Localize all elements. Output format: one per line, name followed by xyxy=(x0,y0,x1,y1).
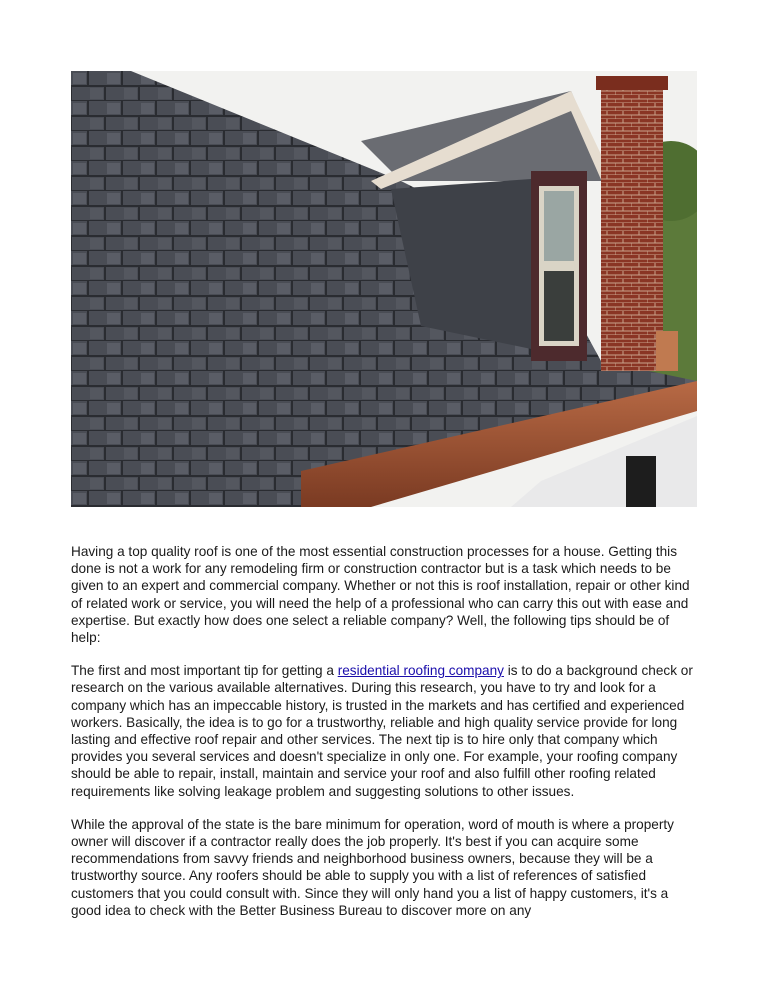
paragraph-intro: Having a top quality roof is one of the most essential construction processes for a house. Getting this done is not a work for any remodeling firm or construction contractor but is a task which needs to be given to an expert and commercial company. Whether or not this is roof installation, repair or other kind of related work or service, you will need the help of a professional who can carry this out with ease and expertise. But exactly how does one select a reliable company? Well, the following tips should be of help: xyxy=(71,544,690,646)
residential-roofing-link[interactable]: residential roofing company xyxy=(337,663,504,679)
article-body xyxy=(71,543,701,935)
paragraph-word-of-mouth: While the approval of the state is the bare minimum for operation, word of mouth is where a property owner will discover if a contractor really does the job properly. It's best if you can acquire some recommendations from savvy friends and neighborhood business owners, because they will be a trustworthy source. Any roofers should be able to supply you with a list of references of satisfied customers that you could consult with. Since they will only hand you a list of happy customers, it's a good idea to check with the Better Business Bureau to discover more on any xyxy=(71,816,674,918)
roof-photo xyxy=(71,71,697,507)
paragraph-tips-rest: is to do a background check or research on the various available alternatives. During this research, you have to try and look for a company which has an impeccable history, is trusted in the markets and has certified and experienced workers. Basically, the idea is to go for a trustworthy, reliable and high quality service provide for long lasting and effective roof repair and other services. The next tip is to hire only that company which provides you several services and doesn't specialize in only one. For example, your roofing company should be able to repair, install, maintain and service your roof and also fulfill other roofing related requirements like solving leakage problem and suggesting solutions to other issues. xyxy=(71,663,693,799)
paragraph-tips-lead: The first and most important tip for getting a xyxy=(71,663,338,679)
roof-illustration xyxy=(71,71,697,507)
paragraph-tips xyxy=(71,662,701,800)
